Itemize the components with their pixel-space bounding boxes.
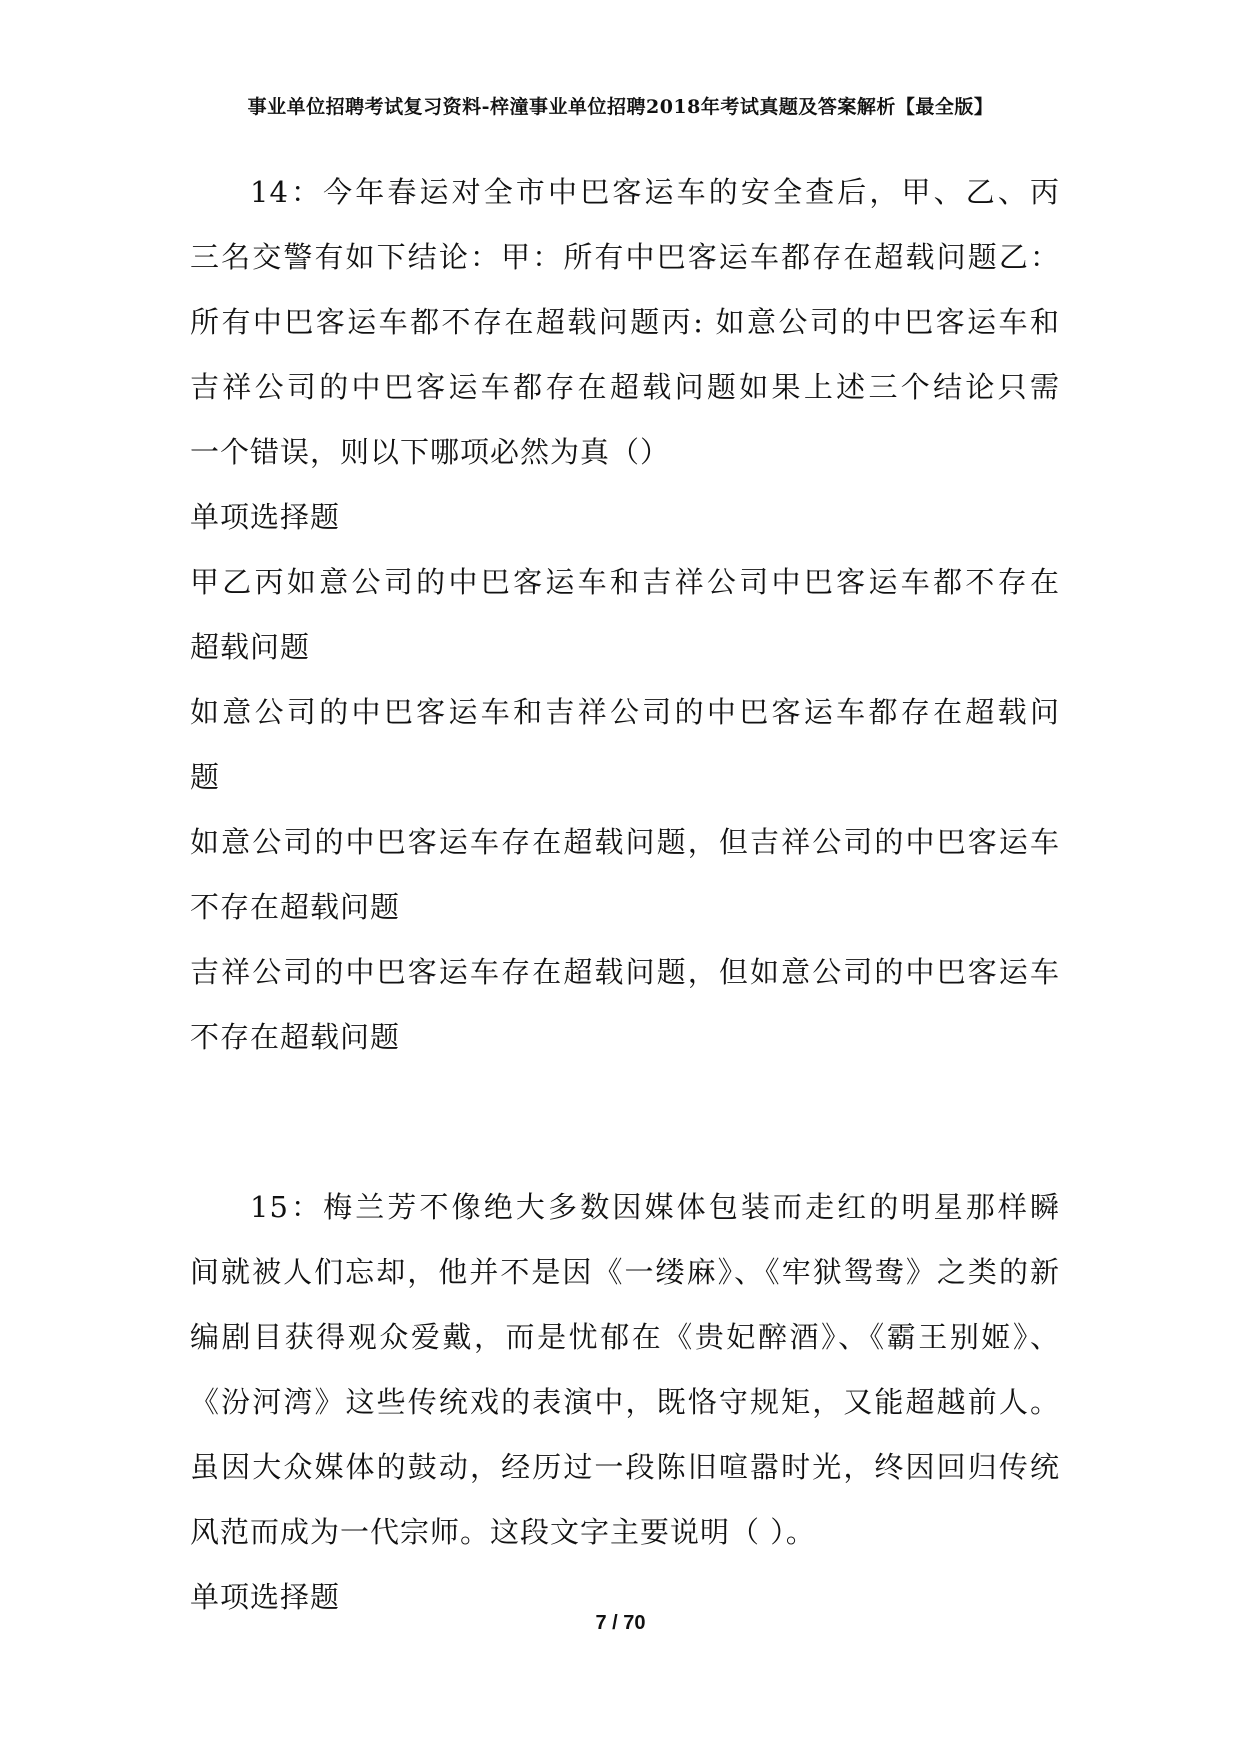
question-15-stem-line: 15：梅兰芳不像绝大多数因媒体包装而走红的明星那样瞬 xyxy=(250,1190,1060,1224)
page-number: 7 / 70 xyxy=(595,1612,646,1634)
option-line: 如意公司的中巴客运车存在超载问题，但吉祥公司的中巴客运车 xyxy=(190,825,1060,859)
question-15-stem-line: 编剧目获得观众爱戴，而是忧郁在《贵妃醉酒》、《霸王别姬》、 xyxy=(190,1320,1060,1354)
question-separator xyxy=(190,1070,1060,1175)
question-14-stem-line: 三名交警有如下结论：甲：所有中巴客运车都存在超载问题乙： xyxy=(190,240,1060,274)
question-15-stem-line: 虽因大众媒体的鼓动，经历过一段陈旧喧嚣时光，终因回归传统 xyxy=(190,1450,1060,1484)
question-14-stem-line: 一个错误，则以下哪项必然为真（） xyxy=(190,435,671,469)
question-14-type: 单项选择题 xyxy=(190,500,341,534)
option-line: 不存在超载问题 xyxy=(190,1020,401,1054)
document-body xyxy=(190,160,1060,1630)
question-15-type: 单项选择题 xyxy=(190,1580,341,1614)
option-line: 不存在超载问题 xyxy=(190,890,401,924)
question-14-stem-line: 吉祥公司的中巴客运车都存在超载问题如果上述三个结论只需 xyxy=(190,370,1060,404)
question-14-option-d xyxy=(190,940,1060,1070)
option-line: 超载问题 xyxy=(190,630,311,664)
question-15-stem-line: 风范而成为一代宗师。这段文字主要说明（ ）。 xyxy=(190,1515,816,1549)
option-line: 题 xyxy=(190,760,221,794)
question-14-option-a xyxy=(190,550,1060,680)
question-15 xyxy=(190,1175,1060,1630)
option-line: 如意公司的中巴客运车和吉祥公司的中巴客运车都存在超载问 xyxy=(190,695,1060,729)
question-14-option-b xyxy=(190,680,1060,810)
page-header: 事业单位招聘考试复习资料-梓潼事业单位招聘2018年考试真题及答案解析【最全版】 xyxy=(247,96,994,118)
question-15-stem-line: 《汾河湾》这些传统戏的表演中，既恪守规矩，又能超越前人。 xyxy=(190,1385,1060,1419)
option-line: 吉祥公司的中巴客运车存在超载问题，但如意公司的中巴客运车 xyxy=(190,955,1060,989)
option-line: 甲乙丙如意公司的中巴客运车和吉祥公司中巴客运车都不存在 xyxy=(190,565,1060,599)
question-14 xyxy=(190,160,1060,1070)
question-15-stem-line: 间就被人们忘却，他并不是因《一缕麻》、《牢狱鸳鸯》之类的新 xyxy=(190,1255,1060,1289)
question-14-stem-line: 14：今年春运对全市中巴客运车的安全查后，甲、乙、丙 xyxy=(250,175,1060,209)
question-14-option-c xyxy=(190,810,1060,940)
question-14-stem-line: 所有中巴客运车都不存在超载问题丙: 如意公司的中巴客运车和 xyxy=(190,305,1060,339)
